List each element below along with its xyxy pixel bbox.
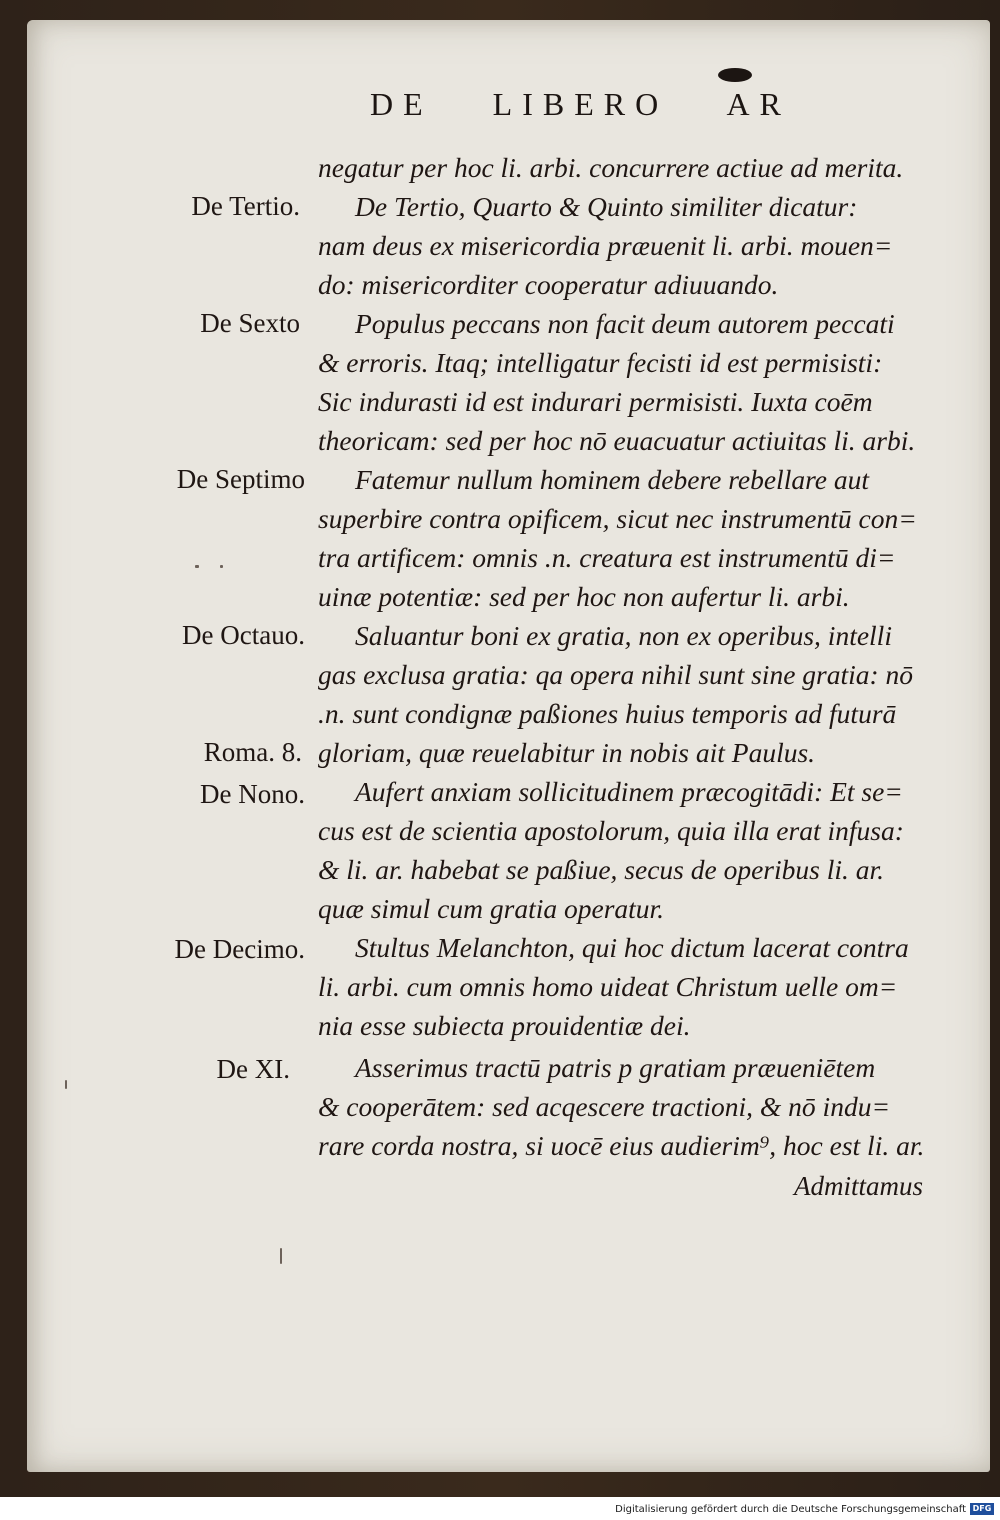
margin-note: De Tertio. — [191, 191, 300, 221]
text-line: nam deus ex misericordia præuenit li. arbi. mouen= — [318, 230, 893, 261]
text-line: & cooperātem: sed acqescere tractioni, & nō indu= — [318, 1091, 890, 1122]
text-line: uinæ potentiæ: sed per hoc non aufertur li. arbi. — [318, 581, 850, 612]
text-line: Fatemur nullum hominem debere rebellare aut — [355, 464, 869, 495]
margin-note: De Decimo. — [174, 934, 305, 964]
text-line: .n. sunt condignæ paßiones huius temporis ad futurā — [318, 698, 897, 729]
text-line: gloriam, quæ reuelabitur in nobis ait Paulus. — [318, 737, 816, 768]
text-line: Saluantur boni ex gratia, non ex operibus, intelli — [355, 620, 892, 651]
text-line: Sic indurasti id est indurari permisisti. Iuxta coēm — [318, 386, 873, 417]
margin-note: De Nono. — [200, 779, 305, 809]
catchword: Admittamus — [793, 1171, 923, 1201]
text-line: nia esse subiecta prouidentiæ dei. — [318, 1010, 691, 1041]
text-line: Populus peccans non facit deum autorem peccati — [355, 308, 895, 339]
text-line: quæ simul cum gratia operatur. — [318, 893, 665, 924]
text-line: cus est de scientia apostolorum, quia illa erat infusa: — [318, 815, 904, 846]
paper-speck — [220, 565, 223, 568]
text-line: gas exclusa gratia: qa opera nihil sunt sine gratia: nō — [318, 659, 914, 690]
margin-note: De XI. — [216, 1054, 290, 1084]
footer-credit: Digitalisierung gefördert durch die Deutsche Forschungsgemeinschaft — [615, 1504, 966, 1515]
margin-note: De Octauo. — [182, 620, 305, 650]
text-line: tra artificem: omnis .n. creatura est instrumentū di= — [318, 542, 896, 573]
text-line: Aufert anxiam sollicitudinem præcogitādi: Et se= — [355, 776, 903, 807]
paper-speck — [280, 1248, 282, 1264]
dfg-logo: DFG — [970, 1503, 994, 1515]
text-line: Asserimus tractū patris p gratiam præueniētem — [355, 1052, 876, 1083]
text-line: do: misericorditer cooperatur adiuuando. — [318, 269, 779, 300]
text-line: rare corda nostra, si uocē eius audierim⁹, hoc est li. ar. — [318, 1130, 925, 1161]
text-line: & li. ar. habebat se paßiue, secus de operibus li. ar. — [318, 854, 885, 885]
paper-speck — [65, 1080, 67, 1089]
paper-speck — [195, 565, 199, 568]
text-line: superbire contra opificem, sicut nec instrumentū con= — [318, 503, 917, 534]
text-line: li. arbi. cum omnis homo uideat Christum uelle om= — [318, 971, 898, 1002]
text-line: & erroris. Itaq; intelligatur fecisti id est permisisti: — [318, 347, 883, 378]
margin-note: Roma. 8. — [203, 737, 302, 767]
margin-note: De Sexto — [200, 308, 300, 338]
ink-blot — [718, 68, 752, 82]
text-line: De Tertio, Quarto & Quinto similiter dicatur: — [355, 191, 858, 222]
text-line: theoricam: sed per hoc nō euacuatur actiuitas li. arbi. — [318, 425, 916, 456]
margin-note: De Septimo — [176, 464, 305, 494]
running-header: DE LIBERO AR — [370, 86, 791, 122]
text-line: negatur per hoc li. arbi. concurrere actiue ad merita. — [318, 152, 904, 183]
text-line: Stultus Melanchton, qui hoc dictum lacerat contra — [355, 932, 909, 963]
